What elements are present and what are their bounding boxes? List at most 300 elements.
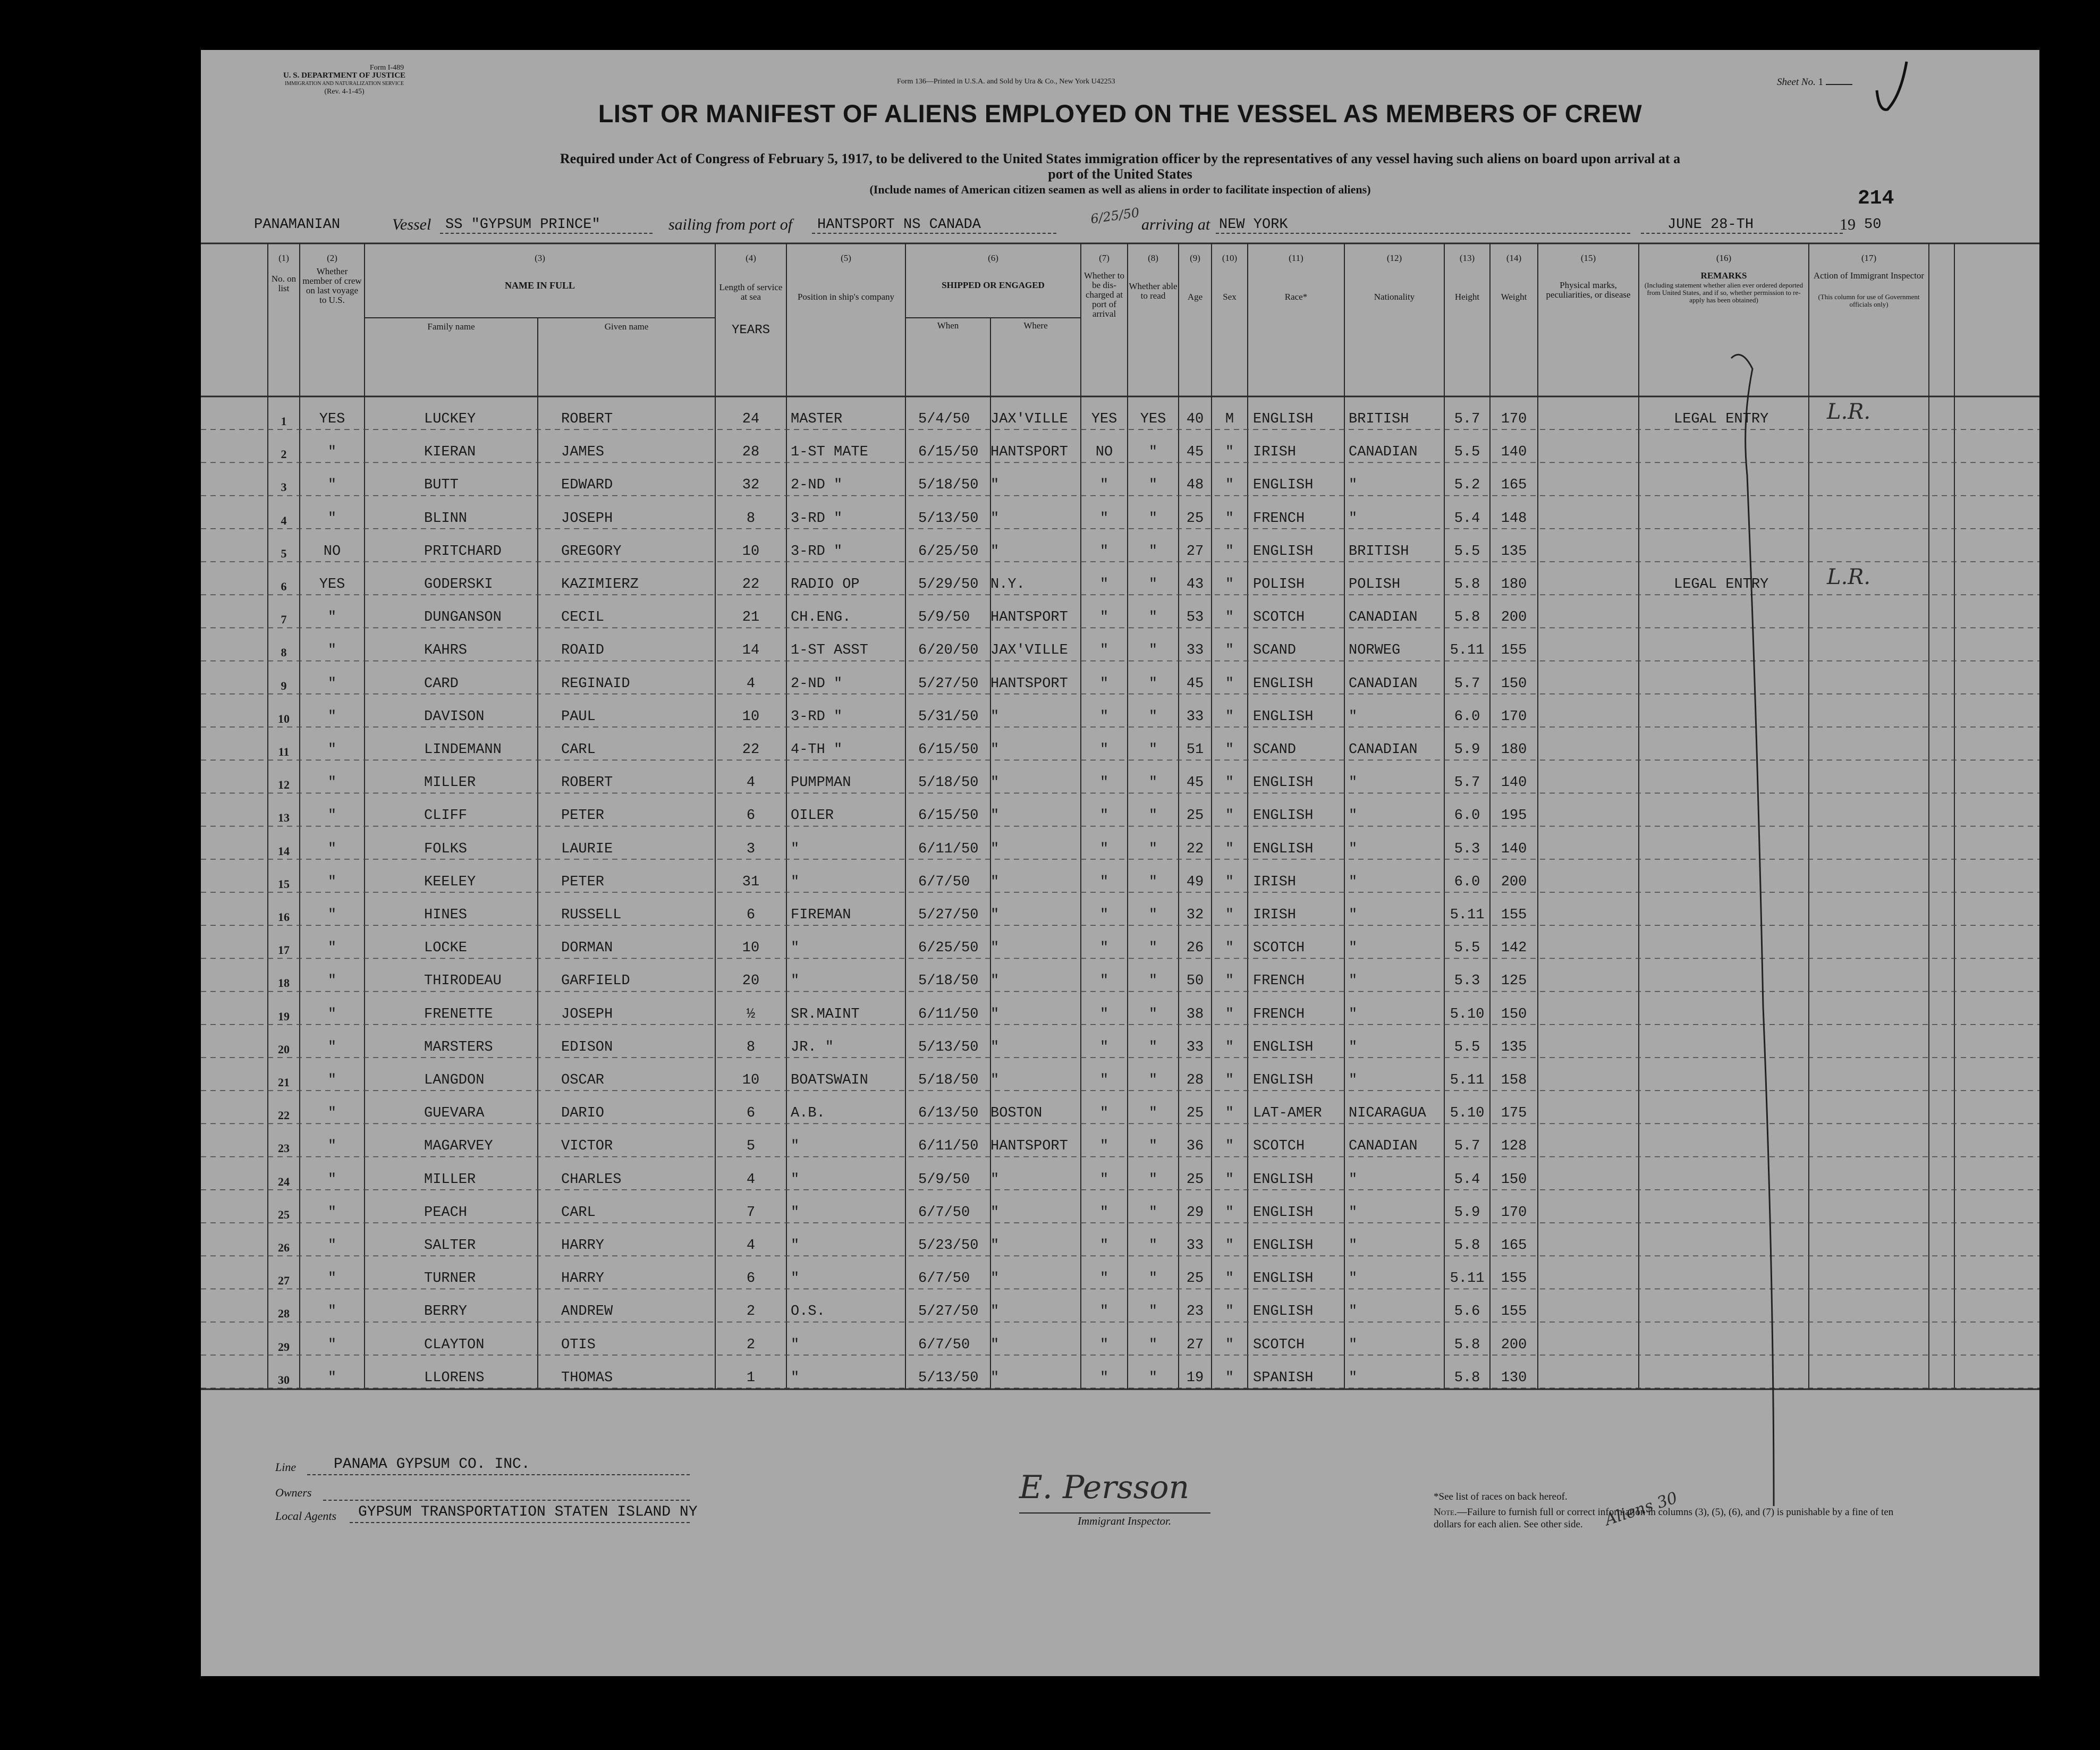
row-number-cell: 7 <box>281 613 287 627</box>
row-number-cell: 12 <box>278 778 290 792</box>
weight-cell: 180 <box>1501 742 1527 758</box>
row-number-cell: 22 <box>278 1109 290 1122</box>
given-name-cell: CHARLES <box>561 1171 622 1188</box>
where-cell: HANTSPORT <box>990 1138 1068 1155</box>
weight-cell: 142 <box>1501 940 1527 957</box>
family-name-cell: LLORENS <box>424 1369 485 1386</box>
prev-voyage-cell: " <box>327 907 337 923</box>
row-number-cell: 15 <box>278 877 290 891</box>
height-cell: 5.9 <box>1454 1204 1480 1221</box>
age-cell: 50 <box>1186 973 1204 990</box>
sex-cell: " <box>1225 808 1234 824</box>
family-name-cell: PRITCHARD <box>424 543 502 560</box>
race-cell: FRENCH <box>1253 510 1305 527</box>
prev-voyage-cell: " <box>327 1138 337 1155</box>
family-name-cell: HINES <box>424 907 468 923</box>
given-name-cell: PETER <box>561 808 605 824</box>
prev-voyage-cell: " <box>327 675 337 692</box>
table-row <box>201 1025 2039 1058</box>
owners-label: Owners <box>275 1486 312 1499</box>
sex-cell: " <box>1225 742 1234 758</box>
able-to-read-cell: " <box>1148 907 1158 923</box>
years-cell: 14 <box>742 642 760 659</box>
col-num: (15) <box>1580 253 1596 263</box>
line-label: Line <box>275 1460 297 1474</box>
col-num: (2) <box>327 253 337 263</box>
header-sex: Sex <box>1223 292 1237 302</box>
prev-voyage-cell: " <box>327 742 337 758</box>
sex-cell: " <box>1225 874 1234 890</box>
able-to-read-cell: " <box>1148 1039 1158 1055</box>
race-cell: ENGLISH <box>1253 1238 1314 1254</box>
col-num: (14) <box>1506 253 1522 263</box>
where-cell: HANTSPORT <box>990 675 1068 692</box>
sex-cell: " <box>1225 708 1234 725</box>
arriving-label: arriving at <box>1141 216 1210 233</box>
weight-cell: 135 <box>1501 1039 1527 1055</box>
nationality-cell: CANADIAN <box>1349 675 1418 692</box>
age-cell: 45 <box>1186 444 1204 461</box>
header-race: Race* <box>1284 292 1308 302</box>
col-num: (3) <box>535 253 545 263</box>
height-cell: 5.7 <box>1454 1138 1480 1155</box>
weight-cell: 170 <box>1501 411 1527 427</box>
handwritten-note: Aliens 30 <box>1603 1489 1680 1529</box>
weight-cell: 150 <box>1501 1006 1527 1022</box>
years-cell: 4 <box>746 1171 756 1188</box>
sex-cell: M <box>1225 411 1234 427</box>
able-to-read-cell: " <box>1148 841 1158 857</box>
given-name-cell: DORMAN <box>561 940 613 957</box>
col-num: (1) <box>278 253 289 263</box>
discharged-cell: " <box>1099 808 1109 824</box>
given-name-cell: ROBERT <box>561 411 613 427</box>
race-cell: ENGLISH <box>1253 808 1314 824</box>
header-family-name: Family name <box>427 322 475 332</box>
table-row <box>201 496 2039 529</box>
discharged-cell: " <box>1099 510 1109 527</box>
height-cell: 5.11 <box>1450 1072 1485 1088</box>
given-name-cell: HARRY <box>561 1271 605 1287</box>
vessel-flag: PANAMANIAN <box>254 217 341 233</box>
col-num: (7) <box>1099 253 1110 263</box>
position-cell: " <box>791 841 800 857</box>
race-cell: LAT-AMER <box>1253 1105 1322 1122</box>
header-where: Where <box>1023 320 1048 331</box>
family-name-cell: LINDEMANN <box>424 742 502 758</box>
able-to-read-cell: " <box>1148 1006 1158 1022</box>
row-number-cell: 26 <box>278 1241 290 1254</box>
prev-voyage-cell: " <box>327 808 337 824</box>
discharged-cell: " <box>1099 1072 1109 1088</box>
nationality-cell: " <box>1349 477 1358 494</box>
row-number-cell: 13 <box>278 811 290 825</box>
given-name-cell: VICTOR <box>561 1138 613 1155</box>
given-name-cell: THOMAS <box>561 1369 613 1386</box>
prev-voyage-cell: " <box>327 510 337 527</box>
sex-cell: " <box>1225 610 1234 626</box>
sex-cell: " <box>1225 642 1234 659</box>
race-cell: ENGLISH <box>1253 1271 1314 1287</box>
height-cell: 6.0 <box>1454 874 1480 890</box>
table-row <box>201 1256 2039 1289</box>
stamp-number: 214 <box>1858 187 1894 210</box>
discharged-cell: " <box>1099 907 1109 923</box>
header-prev-voyage: Whether member of crew on last voyage to U.S. <box>302 266 362 305</box>
sex-cell: " <box>1225 1039 1234 1055</box>
position-cell: A.B. <box>791 1105 825 1122</box>
when-cell: 5/18/50 <box>918 973 979 990</box>
sex-cell: " <box>1225 1238 1234 1254</box>
family-name-cell: CLAYTON <box>424 1337 485 1353</box>
nationality-cell: BRITISH <box>1349 543 1409 560</box>
where-cell: " <box>990 874 1000 890</box>
row-number-cell: 2 <box>281 447 287 461</box>
sailing-label: sailing from port of <box>668 216 793 233</box>
family-name-cell: LANGDON <box>424 1072 485 1088</box>
arriving-port: NEW YORK <box>1219 217 1288 233</box>
height-cell: 5.4 <box>1454 1171 1480 1188</box>
where-cell: " <box>990 1238 1000 1254</box>
nationality-cell: CANADIAN <box>1349 610 1418 626</box>
family-name-cell: FRENETTE <box>424 1006 493 1022</box>
table-row <box>201 1058 2039 1090</box>
header-no-on-list: No. on list <box>271 274 297 293</box>
race-cell: IRISH <box>1253 874 1297 890</box>
given-name-cell: ANDREW <box>561 1304 613 1320</box>
table-row <box>201 992 2039 1025</box>
given-name-cell: PETER <box>561 874 605 890</box>
table-row <box>201 859 2039 892</box>
age-cell: 27 <box>1186 543 1204 560</box>
years-cell: 8 <box>746 510 756 527</box>
revision: (Rev. 4-1-45) <box>324 88 365 96</box>
weight-cell: 155 <box>1501 1304 1527 1320</box>
family-name-cell: DUNGANSON <box>424 610 502 626</box>
height-cell: 5.11 <box>1450 1271 1485 1287</box>
able-to-read-cell: " <box>1148 1072 1158 1088</box>
table-row <box>201 694 2039 727</box>
nationality-cell: " <box>1349 1072 1358 1088</box>
height-cell: 5.4 <box>1454 510 1480 527</box>
where-cell: N.Y. <box>990 577 1025 593</box>
weight-cell: 165 <box>1501 1238 1527 1254</box>
able-to-read-cell: " <box>1148 742 1158 758</box>
position-cell: " <box>791 874 800 890</box>
height-cell: 5.2 <box>1454 477 1480 494</box>
given-name-cell: REGINAID <box>561 675 630 692</box>
table-row <box>201 1355 2039 1388</box>
height-cell: 5.8 <box>1454 1369 1480 1386</box>
row-number-cell: 23 <box>278 1142 290 1155</box>
date-note: 6/25/50 <box>1089 205 1141 227</box>
height-cell: 5.5 <box>1454 1039 1480 1055</box>
discharged-cell: " <box>1099 708 1109 725</box>
years-cell: 6 <box>746 808 756 824</box>
weight-cell: 155 <box>1501 1271 1527 1287</box>
able-to-read-cell: " <box>1148 1271 1158 1287</box>
race-cell: SCAND <box>1253 642 1297 659</box>
nationality-cell: " <box>1349 1238 1358 1254</box>
table-row <box>201 727 2039 760</box>
nationality-cell: " <box>1349 1171 1358 1188</box>
header-name-in-full: NAME IN FULL <box>504 280 575 291</box>
discharged-cell: " <box>1099 1369 1109 1386</box>
able-to-read-cell: " <box>1148 1138 1158 1155</box>
age-cell: 28 <box>1186 1072 1204 1088</box>
able-to-read-cell: " <box>1148 610 1158 626</box>
race-cell: ENGLISH <box>1253 1171 1314 1188</box>
row-number-cell: 6 <box>281 580 287 593</box>
weight-cell: 140 <box>1501 775 1527 791</box>
discharged-cell: " <box>1099 543 1109 560</box>
row-number-cell: 24 <box>278 1174 290 1188</box>
position-cell: " <box>791 1238 800 1254</box>
years-cell: 10 <box>742 940 760 957</box>
family-name-cell: BUTT <box>424 477 459 494</box>
age-cell: 51 <box>1186 742 1204 758</box>
nationality-cell: " <box>1349 1337 1358 1353</box>
age-cell: 38 <box>1186 1006 1204 1022</box>
table-row <box>201 628 2039 661</box>
family-name-cell: CARD <box>424 675 459 692</box>
race-cell: IRISH <box>1253 444 1297 461</box>
nationality-cell: " <box>1349 1039 1358 1055</box>
inspector-action-cell: L.R. <box>1827 400 1871 424</box>
when-cell: 5/18/50 <box>918 775 979 791</box>
row-number-cell: 8 <box>281 646 287 660</box>
row-number-cell: 19 <box>278 1009 290 1023</box>
family-name-cell: MILLER <box>424 775 476 791</box>
family-name-cell: BLINN <box>424 510 468 527</box>
nationality-cell: " <box>1349 1304 1358 1320</box>
position-cell: JR. " <box>791 1039 834 1055</box>
race-cell: FRENCH <box>1253 973 1305 990</box>
weight-cell: 155 <box>1501 907 1527 923</box>
position-cell: " <box>791 1138 800 1155</box>
sheet-no: 1 <box>1818 77 1824 88</box>
table-row <box>201 429 2039 462</box>
sex-cell: " <box>1225 775 1234 791</box>
col-num: (10) <box>1222 253 1238 263</box>
age-cell: 25 <box>1186 1171 1204 1188</box>
discharged-cell: " <box>1099 940 1109 957</box>
col-num: (4) <box>746 253 756 263</box>
where-cell: " <box>990 1271 1000 1287</box>
header-length-service: Length of service at sea <box>719 282 783 302</box>
weight-cell: 180 <box>1501 577 1527 593</box>
sex-cell: " <box>1225 1171 1234 1188</box>
height-cell: 5.5 <box>1454 940 1480 957</box>
header-action: Action of Immigrant Inspector <box>1813 270 1925 281</box>
able-to-read-cell: " <box>1148 708 1158 725</box>
sex-cell: " <box>1225 1304 1234 1320</box>
given-name-cell: CARL <box>561 742 596 758</box>
header-given-name: Given name <box>604 322 649 332</box>
when-cell: 6/11/50 <box>918 1006 979 1022</box>
where-cell: HANTSPORT <box>990 610 1068 626</box>
prev-voyage-cell: " <box>327 1271 337 1287</box>
nationality-cell: " <box>1349 1369 1358 1386</box>
able-to-read-cell: " <box>1148 444 1158 461</box>
nationality-cell: NORWEG <box>1349 642 1401 659</box>
years-cell: 10 <box>742 708 760 725</box>
sex-cell: " <box>1225 477 1234 494</box>
height-cell: 5.11 <box>1450 907 1485 923</box>
race-cell: SPANISH <box>1253 1369 1314 1386</box>
family-name-cell: PEACH <box>424 1204 468 1221</box>
prev-voyage-cell: YES <box>319 577 345 593</box>
nationality-cell: CANADIAN <box>1349 742 1418 758</box>
prev-voyage-cell: " <box>327 1369 337 1386</box>
prev-voyage-cell: " <box>327 841 337 857</box>
table-row <box>201 1190 2039 1223</box>
nationality-cell: " <box>1349 1204 1358 1221</box>
race-cell: ENGLISH <box>1253 1204 1314 1221</box>
height-cell: 5.8 <box>1454 577 1480 593</box>
inspector-label: Immigrant Inspector. <box>1078 1515 1172 1527</box>
given-name-cell: CARL <box>561 1204 596 1221</box>
where-cell: " <box>990 1039 1000 1055</box>
sex-cell: " <box>1225 577 1234 593</box>
able-to-read-cell: " <box>1148 675 1158 692</box>
nationality-cell: " <box>1349 510 1358 527</box>
line-value: PANAMA GYPSUM CO. INC. <box>334 1456 530 1473</box>
discharged-cell: " <box>1099 1105 1109 1122</box>
position-cell: CH.ENG. <box>791 610 851 626</box>
col-num: (17) <box>1861 253 1877 263</box>
prev-voyage-cell: " <box>327 477 337 494</box>
years-cell: 21 <box>742 610 760 626</box>
sex-cell: " <box>1225 510 1234 527</box>
years-cell: 24 <box>742 411 760 427</box>
position-cell: BOATSWAIN <box>791 1072 868 1088</box>
able-to-read-cell: " <box>1148 1204 1158 1221</box>
sex-cell: " <box>1225 543 1234 560</box>
given-name-cell: EDWARD <box>561 477 613 494</box>
when-cell: 5/9/50 <box>918 610 970 626</box>
race-cell: ENGLISH <box>1253 708 1314 725</box>
table-row <box>201 562 2039 595</box>
race-cell: ENGLISH <box>1253 1072 1314 1088</box>
race-cell: FRENCH <box>1253 1006 1305 1022</box>
when-cell: 6/25/50 <box>918 543 979 560</box>
discharged-cell: " <box>1099 1271 1109 1287</box>
col-num: (13) <box>1459 253 1475 263</box>
position-cell: 4-TH " <box>791 742 843 758</box>
nationality-cell: " <box>1349 808 1358 824</box>
years-cell: 22 <box>742 577 760 593</box>
age-cell: 25 <box>1186 808 1204 824</box>
age-cell: 33 <box>1186 1039 1204 1055</box>
sheet-label: Sheet No. <box>1777 77 1816 88</box>
age-cell: 43 <box>1186 577 1204 593</box>
family-name-cell: CLIFF <box>424 808 468 824</box>
when-cell: 6/7/50 <box>918 1204 970 1221</box>
row-number-cell: 14 <box>278 844 290 858</box>
discharged-cell: " <box>1099 1138 1109 1155</box>
sex-cell: " <box>1225 675 1234 692</box>
note-label: Note. <box>1434 1507 1457 1518</box>
able-to-read-cell: " <box>1148 642 1158 659</box>
family-name-cell: DAVISON <box>424 708 485 725</box>
prev-voyage-cell: " <box>327 940 337 957</box>
position-cell: " <box>791 940 800 957</box>
weight-cell: 155 <box>1501 642 1527 659</box>
inspector-action-cell: L.R. <box>1827 565 1871 589</box>
prev-voyage-cell: " <box>327 1006 337 1022</box>
inspector-signature: E. Persson <box>1019 1469 1190 1506</box>
races-note: *See list of races on back hereof. <box>1434 1491 1568 1502</box>
when-cell: 6/7/50 <box>918 1337 970 1353</box>
race-cell: ENGLISH <box>1253 1039 1314 1055</box>
years-cell: 20 <box>742 973 760 990</box>
table-row <box>201 1090 2039 1123</box>
sex-cell: " <box>1225 1204 1234 1221</box>
year: 50 <box>1864 217 1882 233</box>
age-cell: 23 <box>1186 1304 1204 1320</box>
table-row <box>201 529 2039 562</box>
header-read: Whether able to read <box>1129 281 1178 301</box>
prev-voyage-cell: " <box>327 610 337 626</box>
able-to-read-cell: " <box>1148 775 1158 791</box>
age-cell: 48 <box>1186 477 1204 494</box>
age-cell: 45 <box>1186 775 1204 791</box>
sex-cell: " <box>1225 1105 1234 1122</box>
given-name-cell: GREGORY <box>561 543 622 560</box>
position-cell: 3-RD " <box>791 543 843 560</box>
able-to-read-cell: " <box>1148 874 1158 890</box>
col-num: (11) <box>1289 253 1303 263</box>
able-to-read-cell: YES <box>1140 411 1166 427</box>
height-cell: 5.9 <box>1454 742 1480 758</box>
when-cell: 5/27/50 <box>918 1304 979 1320</box>
table-row <box>201 760 2039 793</box>
agents-label: Local Agents <box>275 1509 337 1523</box>
remarks-cell: LEGAL ENTRY <box>1674 411 1769 427</box>
nationality-cell: " <box>1349 1006 1358 1022</box>
prev-voyage-cell: " <box>327 444 337 461</box>
remarks-cell: LEGAL ENTRY <box>1674 577 1769 593</box>
years-cell: 1 <box>746 1369 756 1386</box>
family-name-cell: GODERSKI <box>424 577 493 593</box>
given-name-cell: OTIS <box>561 1337 596 1353</box>
height-cell: 5.11 <box>1450 642 1485 659</box>
given-name-cell: ROBERT <box>561 775 613 791</box>
able-to-read-cell: " <box>1148 808 1158 824</box>
where-cell: " <box>990 477 1000 494</box>
weight-cell: 140 <box>1501 444 1527 461</box>
nationality-cell: " <box>1349 973 1358 990</box>
weight-cell: 125 <box>1501 973 1527 990</box>
race-cell: IRISH <box>1253 907 1297 923</box>
height-cell: 5.7 <box>1454 775 1480 791</box>
given-name-cell: EDISON <box>561 1039 613 1055</box>
age-cell: 25 <box>1186 1271 1204 1287</box>
height-cell: 5.5 <box>1454 543 1480 560</box>
prev-voyage-cell: " <box>327 973 337 990</box>
position-cell: PUMPMAN <box>791 775 851 791</box>
able-to-read-cell: " <box>1148 1171 1158 1188</box>
discharged-cell: " <box>1099 1039 1109 1055</box>
table-row <box>201 826 2039 859</box>
height-cell: 5.5 <box>1454 444 1480 461</box>
where-cell: " <box>990 841 1000 857</box>
department: U. S. DEPARTMENT OF JUSTICE <box>283 71 406 80</box>
given-name-cell: KAZIMIERZ <box>561 577 639 593</box>
nationality-cell: CANADIAN <box>1349 444 1418 461</box>
table-row <box>201 462 2039 495</box>
